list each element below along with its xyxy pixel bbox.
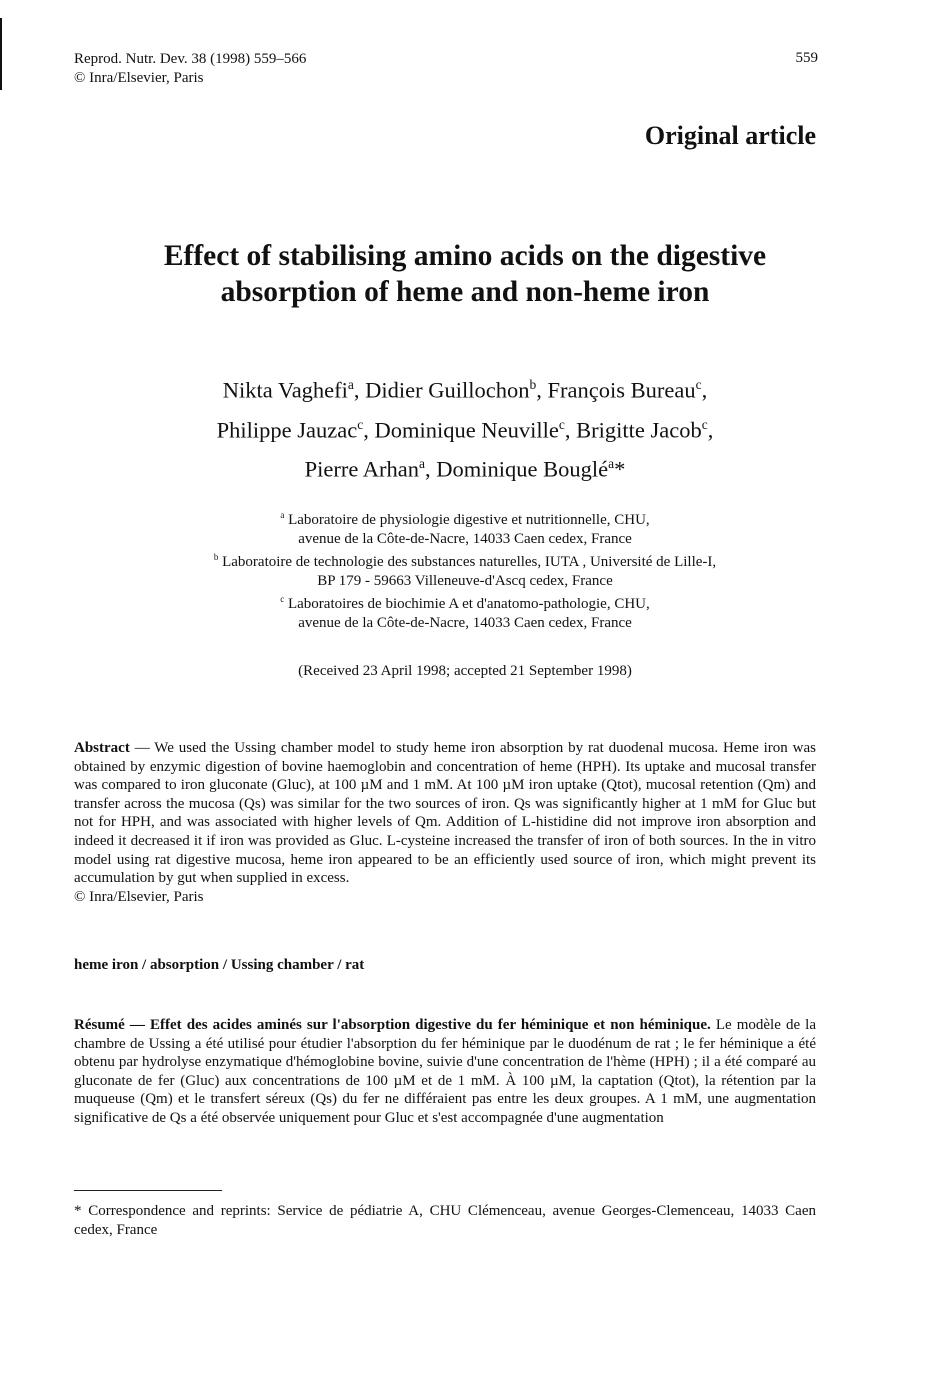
author-affil-mark: c [695, 377, 702, 392]
affiliation-c-line-1 [60, 590, 870, 614]
journal-line-1: Reprod. Nutr. Dev. 38 (1998) 559–566 [74, 51, 307, 67]
affiliation-text: Laboratoire de physiologie digestive et nutritionnelle, CHU, [288, 512, 650, 528]
footnote: * Correspondence and reprints: Service de pédiatrie A, CHU Clémenceau, avenue Georges-Clemenceau, 14033 Caen cedex, France [74, 1203, 816, 1238]
author-name: Dominique Bouglé [436, 456, 609, 482]
affiliation-text: Laboratoires de biochimie A et d'anatomo-pathologie, CHU, [287, 596, 650, 612]
affiliation-text: Laboratoire de technologie des substances naturelles, IUTA , Université de Lille-I, [222, 554, 717, 570]
affiliation-b-line-1 [60, 548, 870, 572]
journal-citation [74, 50, 306, 88]
author-name: Pierre Arhan [304, 456, 419, 482]
received-dates: (Received 23 April 1998; accepted 21 September 1998) [298, 663, 632, 679]
author-line-1 [60, 368, 870, 408]
author-affil-mark: b [529, 377, 537, 392]
keywords: heme iron / absorption / Ussing chamber / rat [74, 957, 365, 973]
paper-title [60, 238, 870, 310]
margin-rule [0, 18, 2, 90]
article-type: Original article [644, 121, 816, 150]
author-separator: , [701, 377, 708, 403]
title-line-1: Effect of stabilising amino acids on the digestive [163, 240, 767, 272]
author-affil-mark: a [418, 456, 425, 471]
affiliation-mark: b [213, 552, 219, 562]
affiliation-c-line-2: avenue de la Côte-de-Nacre, 14033 Caen cedex, France [298, 614, 632, 631]
author-affil-mark: c [701, 416, 708, 432]
resume-label: Résumé [74, 1017, 125, 1033]
author-name: Brigitte Jacob [576, 417, 702, 442]
page-number: 559 [795, 50, 818, 66]
author-line-3 [60, 447, 870, 487]
journal-line-2: © Inra/Elsevier, Paris [74, 70, 204, 86]
footnote-rule [74, 1190, 222, 1191]
author-separator: , [536, 377, 548, 403]
affiliation-b-line-2: BP 179 - 59663 Villeneuve-d'Ascq cedex, France [317, 572, 613, 589]
resume-title: Effet des acides aminés sur l'absorption digestive du fer héminique et non héminique. [149, 1017, 711, 1033]
abstract-label: Abstract [74, 740, 130, 756]
abstract-dash: — [129, 740, 155, 756]
resume-text: Le modèle de la chambre de Ussing a été utilisé pour étudier l'absorption du fer héminique par le duodénum de rat ; le fer héminique a été obtenu par hydrolyse enzymatique d'hémoglobine bovine, suivie d'une concentration de l'hème (HPH) ; il a été comparé au gluconate de fer (Gluc) aux concentrations de 100 µM et de 1 mM. À 100 µM, la captation (Qtot), la rétention par la muqueuse (Qm) et le transfert séreux (Qs) du fer ne différaient pas entre les deux groupes. A 1 mM, une augmentation significative de Qs a été observée uniquement pour Gluc et s'est accompagnée d'une augmentation [74, 1017, 816, 1126]
author-separator: , [353, 377, 366, 403]
affiliation-a-line-2: avenue de la Côte-de-Nacre, 14033 Caen cedex, France [298, 530, 632, 547]
author-separator: , [424, 456, 437, 482]
abstract-copyright: © Inra/Elsevier, Paris [74, 888, 204, 905]
author-line-2 [60, 408, 870, 448]
author-separator: , [707, 417, 714, 442]
author-affil-mark: a [608, 456, 615, 471]
author-separator: , [564, 417, 577, 442]
author-affil-mark: c [357, 416, 364, 432]
author-name: Philippe Jauzac [216, 417, 358, 442]
author-list [60, 368, 870, 487]
affiliation-a-line-1 [60, 506, 870, 530]
affiliations [60, 506, 870, 632]
abstract-text: We used the Ussing chamber model to study heme iron absorption by rat duodenal mucosa. Heme iron was obtained by enzymic digestion of bovine haemoglobin and concentration of heme (HPH). Its uptake and mucosal transfer was compared to iron gluconate (Gluc), at 100 µM and 1 mM. At 100 µM iron uptake (Qtot), mucosal retention (Qm) and transfer across the mucosa (Qs) was similar for the two sources of iron. Qs was significantly higher at 1 mM for Gluc but not for HPH, and was associated with higher levels of Qm. Addition of L-histidine did not improve iron absorption and indeed it decreased it if iron was provided as Gluc. L-cysteine increased the transfer of iron of both sources. In the in vitro model using rat digestive mucosa, heme iron appeared to be an efficiently used source of iron, which might prevent its accumulation by gut when supplied in excess. [74, 740, 816, 887]
author-affil-mark: a [347, 377, 354, 392]
author-name: François Bureau [547, 377, 696, 403]
author-name: Didier Guillochon [365, 377, 530, 403]
affiliation-mark: c [280, 594, 285, 604]
author-separator: * [614, 456, 626, 482]
abstract [74, 739, 816, 906]
author-separator: , [363, 417, 375, 442]
resume [74, 1016, 816, 1128]
title-line-2: absorption of heme and non-heme iron [220, 276, 710, 308]
author-affil-mark: c [558, 416, 565, 432]
author-name: Nikta Vaghefi [222, 377, 348, 403]
resume-dash: — [124, 1017, 150, 1033]
affiliation-mark: a [280, 510, 285, 520]
author-name: Dominique Neuville [374, 417, 559, 442]
